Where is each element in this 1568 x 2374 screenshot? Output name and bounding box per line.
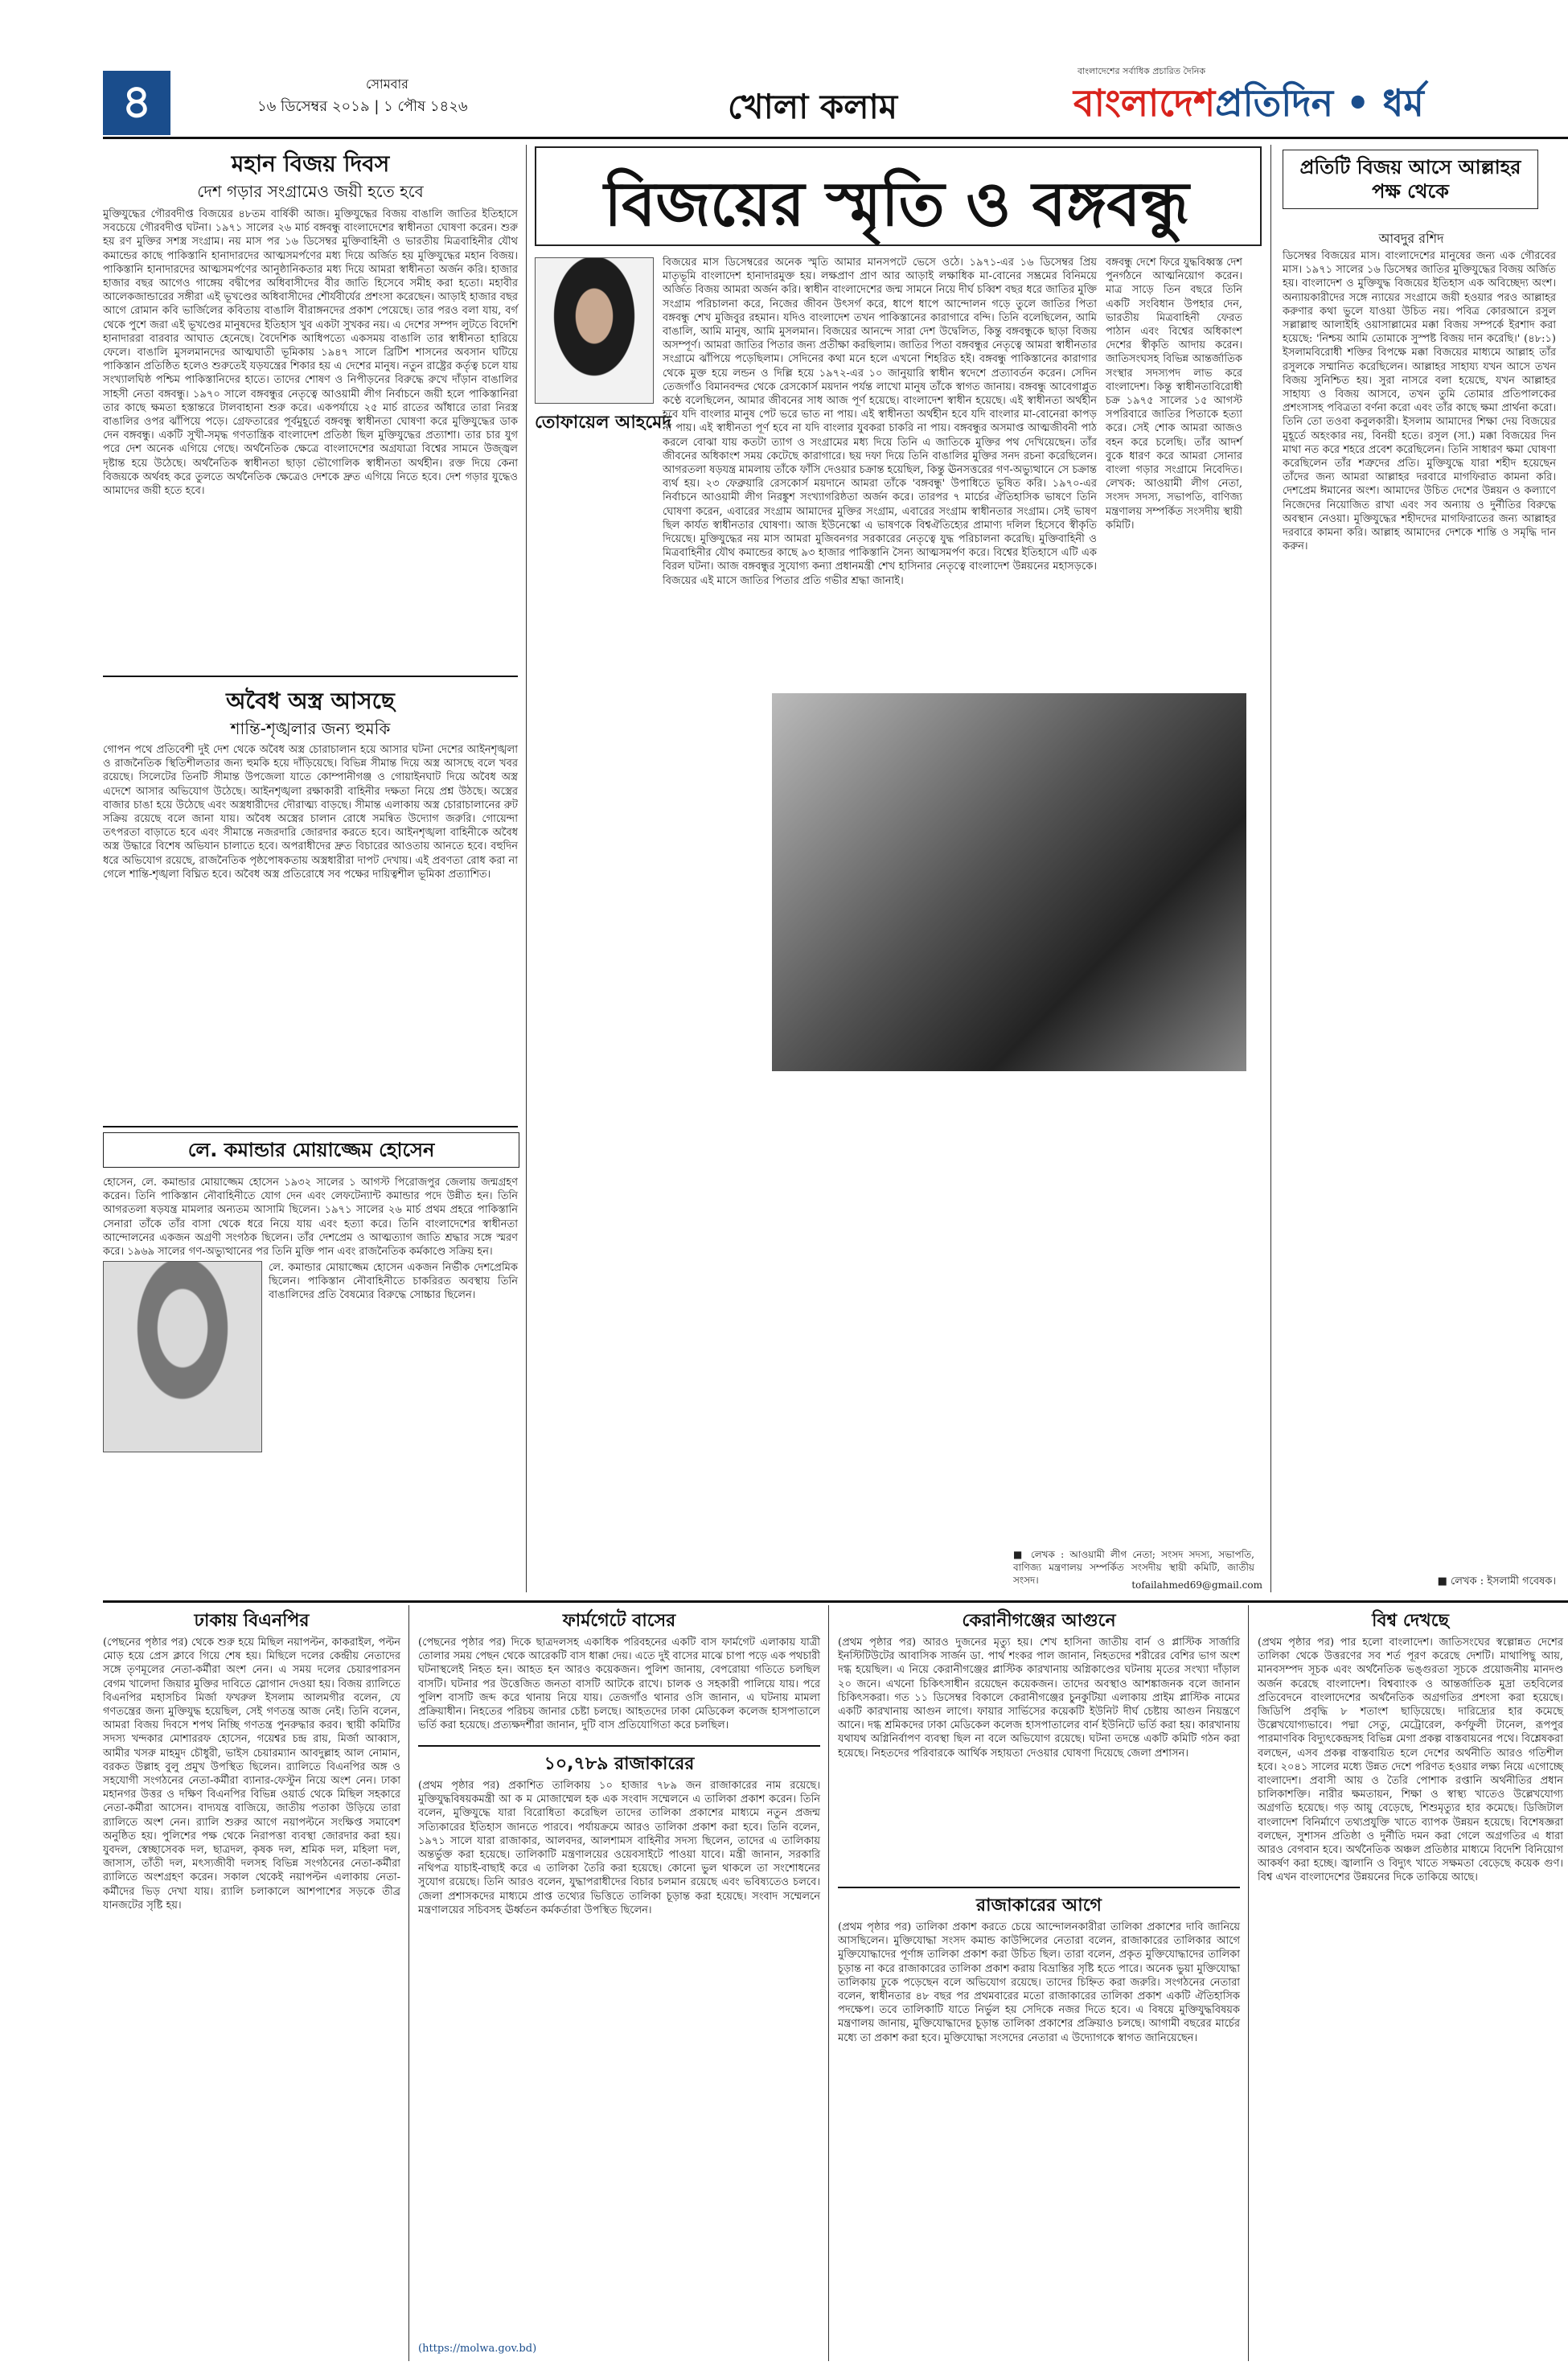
editorial-body-1: মুক্তিযুদ্ধের গৌরবদীপ্ত বিজয়ের ৪৮তম বার্ষিকী আজ। মুক্তিযুদ্ধের বিজয় বাঙালি জাতির ইতিহাসে সবচেয়ে গৌরবদীপ্ত ঘটনা। ১৯৭১ সালের ২৬ মার্চ বঙ্গবন্ধু বাংলাদেশের স্বাধীনতা ঘোষণা করেন। শুরু হয় রণ মুক্তির সশস্ত্র সংগ্রাম। নয় মাস পর ১৬ ডিসেম্বর মুক্তিবাহিনী ও ভারতীয় মিত্রবাহিনীর যৌথ কমান্ডের কাছে পাকিস্তানি হানাদারদের আত্মসমর্পণের মধ্য দিয়ে অর্জিত হয় মুক্তিযুদ্ধের মহান বিজয়। পাকিস্তানি হানাদারদের আত্মসমর্পণের আনুষ্ঠানিকতার মধ্য দিয়ে আমরা স্বাধীনতা অর্জন করি। হাজার হাজার বছর আগেও গাঙ্গেয় বদ্বীপের অধিবাসীদের বীর জাতি হিসেবে সমীহ করা হতো। মহাবীর আলেকজান্ডারের সঙ্গীরা এই ভূখণ্ডের অধিবাসীদের শৌর্যবীর্যের প্রশংসা করেছেন। আড়াই হাজার বছর আগে রোমান কবি ভার্জিলের কবিতায় বাঙালি বীরাঙ্গনদের প্রকাশ পেয়েছে। তার পরও বলা যায়, বর্গ থেকে পুশে জরা এই ভূখণ্ডের মানুষদের ইতিহাস খুব একটা সুখকর নয়। এ দেশের সম্পদ লুটতে বিদেশি হানাদাররা বারবার আঘাত হেনেছে। বৈদেশিক আধিপত্যে একসময় বাঙালি তার স্বাধীনতা হারিয়ে ফেলে। বাঙালি মুসলমানদের আত্মঘাতী ভূমিকায় ১৯৪৭ সালে ব্রিটিশ শাসনের অবসান ঘটিয়ে পাকিস্তান প্রতিষ্ঠিত হলেও শুরুতেই যড়যন্ত্রের শিকার হয় এ দেশের মানুষ। নতুন রাষ্ট্রের কর্তৃত্ব চলে যায় সংখ্যালঘিষ্ঠ পশ্চিম পাকিস্তানিদের হাতে। তাদের শোষণ ও নিপীড়নের বিরুদ্ধে রুখে দাঁড়ান বাঙালির সাহসী নেতা বঙ্গবন্ধু। ১৯৭০ সালে বঙ্গবন্ধুর নেতৃত্বে আওয়ামী লীগ নির্বাচনে জয়ী হলে পাকিস্তানিরা তার কাছে ক্ষমতা হস্তান্তরে টালবাহানা শুরু করে। একপর্যায়ে ২৫ মার্চ রাতের আঁধারে তারা নিরস্ত্র বাঙালির ওপর ঝাঁপিয়ে পড়ে। গ্রেফতারের পূর্বমুহূর্তে বঙ্গবন্ধু স্বাধীনতা ঘোষণা করে মুক্তিযুদ্ধের ডাক দেন বঙ্গবন্ধু। একটি সুখী-সমৃদ্ধ গণতান্ত্রিক বাংলাদেশ প্রতিষ্ঠা ছিল মুক্তিযুদ্ধের প্রত্যাশা। তার চার যুগ পরে দেশ অনেক এগিয়ে গেছে। অর্থনৈতিক ক্ষেত্রে বাংলাদেশের অগ্রযাত্রা বিশ্বের সামনে উজ্জ্বল দৃষ্টান্ত হয়ে উঠেছে। অর্থনৈতিক স্বাধীনতা ছাড়া ভৌগোলিক স্বাধীনতা অর্থহীন। রক্ত দিয়ে কেনা বিজয়কে অর্থবহ করে তুলতে অর্থনৈতিক ক্ষেত্রেও দেশকে দ্রুত এগিয়ে নিতে হবে। দেশ গড়ার যুদ্ধেও আমাদের জয়ী হতে হবে। bbox=[103, 208, 518, 498]
bottom-div-1 bbox=[408, 1605, 409, 2361]
main-article-author-note: ■ লেখক : আওয়ামী লীগ নেতা; সংসদ সদস্য, সভাপতি, বাণিজ্য মন্ত্রণালয় সম্পর্কিত সংসদীয় স্থায়ী কমিটি, জাতীয় সংসদ। bbox=[1013, 1549, 1254, 1586]
bottom-col4-heading: বিশ্ব দেখছে bbox=[1372, 1611, 1449, 1631]
bottom-col2-body: (পেছনের পৃষ্ঠার পর) দিকে ছাত্রদলসহ একাধিক পরিবহনের একটি বাস ফার্মগেট এলাকায় যাত্রী তোলার সময় পেছন থেকে আরেকটি বাস ধাক্কা দেয়। এতে দুই বাসের মাঝে চাপা পড়ে এক পথচারী ঘটনাস্থলেই নিহত হন। আহত হন আরও কয়েকজন। পুলিশ জানায়, বেপরোয়া গতিতে চলছিল বাসটি। ঘটনার পর উত্তেজিত জনতা বাসটি আটকে রাখে। চালক ও সহকারী পালিয়ে যায়। পরে পুলিশ বাসটি জব্দ করে থানায় নিয়ে যায়। তেজগাঁও থানার ওসি জানান, এ ঘটনায় মামলা প্রক্রিয়াধীন। নিহতের পরিচয় জানার চেষ্টা চলছে। আহতদের ঢাকা মেডিকেল কলেজ হাসপাতালে ভর্তি করা হয়েছে। প্রত্যক্ষদর্শীরা জানান, দুটি বাস প্রতিযোগিতা করে চলছিল। bbox=[418, 1637, 820, 1732]
editorial-subheading-2: শান্তি-শৃঙ্খলার জন্য হুমকি bbox=[230, 719, 391, 738]
main-article-photo bbox=[772, 693, 1246, 1071]
main-article-title: বিজয়ের স্মৃতি ও বঙ্গবন্ধু bbox=[604, 168, 1189, 240]
bottom-col2b-heading: ১০,৭৮৯ রাজাকারের bbox=[544, 1754, 695, 1774]
masthead-rule bbox=[103, 137, 1568, 139]
profile-body-cont: লে. কমান্ডার মোয়াজ্জেম হোসেন একজন নির্ভীক দেশপ্রেমিক ছিলেন। পাকিস্তান নৌবাহিনীতে চাকরিরত অবস্থায় তিনি বাঙালিদের প্রতি বৈষম্যের বিরুদ্ধে সোচ্চার ছিলেন। bbox=[269, 1262, 518, 1302]
section-title: খোলা কলাম bbox=[728, 87, 898, 126]
divider-left-main bbox=[526, 145, 527, 1592]
bottom-col2b-body: (প্রথম পৃষ্ঠার পর) প্রকাশিত তালিকায় ১০ হাজার ৭৮৯ জন রাজাকারের নাম রয়েছে। মুক্তিযুদ্ধবিষয়কমন্ত্রী আ ক ম মোজাম্মেল হক এক সংবাদ সম্মেলনে এ তালিকা প্রকাশ করেন। তিনি বলেন, মুক্তিযুদ্ধে যারা বিরোধিতা করেছিল তাদের তালিকা প্রকাশের মাধ্যমে নতুন প্রজন্ম সত্যিকারের ইতিহাস জানতে পারবে। পর্যায়ক্রমে আরও তালিকা প্রকাশ করা হবে। তিনি বলেন, ১৯৭১ সালে যারা রাজাকার, আলবদর, আলশামস বাহিনীর সদস্য ছিলেন, তাদের এ তালিকায় অন্তর্ভুক্ত করা হয়েছে। তালিকাটি মন্ত্রণালয়ের ওয়েবসাইটে পাওয়া যাবে। মন্ত্রী জানান, সরকারি নথিপত্র যাচাই-বাছাই করে এ তালিকা তৈরি করা হয়েছে। কোনো ভুল থাকলে তা সংশোধনের সুযোগ রয়েছে। তিনি আরও বলেন, যুদ্ধাপরাধীদের বিচার চলমান রয়েছে এবং ভবিষ্যতেও চলবে। জেলা প্রশাসকদের মাধ্যমে প্রাপ্ত তথ্যের ভিত্তিতে তালিকা চূড়ান্ত করা হয়েছে। সংবাদ সম্মেলনে মন্ত্রণালয়ের সচিবসহ ঊর্ধ্বতন কর্মকর্তারা উপস্থিত ছিলেন। bbox=[418, 1780, 820, 1916]
paper-tagline: বাংলাদেশের সর্বাধিক প্রচারিত দৈনিক bbox=[1077, 66, 1206, 76]
bottom-col2-heading: ফার্মগেটে বাসের bbox=[562, 1611, 676, 1631]
day-label: সোমবার bbox=[366, 76, 408, 92]
page-topic: ধর্ম bbox=[1382, 81, 1424, 125]
bottom-col1-heading: ঢাকায় বিএনপির bbox=[194, 1611, 310, 1631]
paper-name-2: প্রতিদিন bbox=[1215, 81, 1334, 125]
editorial-body-2: গোপন পথে প্রতিবেশী দুই দেশ থেকে অবৈধ অস্ত্র চোরাচালান হয়ে আসার ঘটনা দেশের আইনশৃঙ্খলা ও রাজনৈতিক স্থিতিশীলতার জন্য হুমকি হয়ে দাঁড়িয়েছে। বিভিন্ন সীমান্ত দিয়ে অস্ত্র আসছে বলে খবর রয়েছে। সিলেটের তিনটি সীমান্ত উপজেলা যাতে কোম্পানীগঞ্জ ও গোয়াইনঘাট দিয়ে অবৈধ অস্ত্র এদেশে আসার অভিযোগ উঠেছে। আইনশৃঙ্খলা রক্ষাকারী বাহিনীর দক্ষতা নিয়ে প্রশ্ন উঠছে। অস্ত্রের বাজার চাঙা হয়ে উঠেছে এবং অস্ত্রধারীদের দৌরাত্ম্য বাড়ছে। সীমান্ত এলাকায় অস্ত্র চোরাচালানের রুট সক্রিয় রয়েছে বলে জানা যায়। অবৈধ অস্ত্রের চালান রোধে সমন্বিত উদ্যোগ জরুরি। গোয়েন্দা তৎপরতা বাড়াতে হবে এবং সীমান্তে নজরদারি জোরদার করতে হবে। আইনশৃঙ্খলা বাহিনীকে অবৈধ অস্ত্র উদ্ধারে বিশেষ অভিযান চালাতে হবে। অপরাধীদের দ্রুত বিচারের আওতায় আনতে হবে। বহুদিন ধরে অভিযোগ রয়েছে, রাজনৈতিক পৃষ্ঠপোষকতায় অস্ত্রধারীরা দাপট দেখায়। এই প্রবণতা রোধ করা না গেলে শান্তি-শৃঙ্খলা বিঘ্নিত হবে। অবৈধ অস্ত্র প্রতিরোধে সব পক্ষের দায়িত্বশীল ভূমিকা প্রত্যাশিত। bbox=[103, 744, 518, 881]
bottom-col3-rule bbox=[838, 1887, 1240, 1888]
bottom-col3-body: (প্রথম পৃষ্ঠার পর) আরও দুজনের মৃত্যু হয়। শেখ হাসিনা জাতীয় বার্ন ও প্লাস্টিক সার্জারি ইনস্টিটিউটের আবাসিক সার্জন ডা. পার্থ শংকর পাল জানান, নিহতদের শরীরের বেশির ভাগ অংশ দগ্ধ হয়েছিল। এ নিয়ে কেরানীগঞ্জের প্লাস্টিক কারখানায় অগ্নিকাণ্ডের ঘটনায় মৃতের সংখ্যা দাঁড়াল ২০ জনে। এখনো চিকিৎসাধীন রয়েছেন কয়েকজন। তাদের অবস্থাও আশঙ্কাজনক বলে জানান চিকিৎসকরা। গত ১১ ডিসেম্বর বিকালে কেরানীগঞ্জের চুনকুটিয়া এলাকায় প্রাইম প্লাস্টিক নামের একটি কারখানায় আগুন লাগে। ফায়ার সার্ভিসের কয়েকটি ইউনিট দীর্ঘ চেষ্টায় আগুন নিয়ন্ত্রণে আনে। দগ্ধ শ্রমিকদের ঢাকা মেডিকেল কলেজ হাসপাতালের বার্ন ইউনিটে ভর্তি করা হয়। কারখানায় যথাযথ অগ্নিনির্বাপণ ব্যবস্থা ছিল না বলে অভিযোগ রয়েছে। ঘটনা তদন্তে একটি কমিটি গঠন করা হয়েছে। নিহতদের পরিবারকে আর্থিক সহায়তা দেওয়ার ঘোষণা দিয়েছে জেলা প্রশাসন। bbox=[838, 1637, 1240, 1760]
main-article-email: tofailahmed69@gmail.com bbox=[1131, 1579, 1262, 1591]
religion-heading: প্রতিটি বিজয় আসে আল্লাহর পক্ষ থেকে bbox=[1283, 150, 1538, 209]
bottom-rule bbox=[103, 1600, 1568, 1603]
left-rule-1 bbox=[103, 676, 518, 677]
main-article-body: বিজয়ের মাস ডিসেম্বরের অনেক স্মৃতি আমার মানসপটে ভেসে ওঠে। ১৯৭১-এর ১৬ ডিসেম্বর প্রিয় মাতৃভূমি বাংলাদেশ হানাদারমুক্ত হয়। লক্ষপ্রাণ প্রাণ আর আড়াই লক্ষাধিক মা-বোনের সম্ভ্রমের বিনিময়ে অর্জিত বিজয় আমরা অর্জন করি। স্বাধীন বাংলাদেশের জন্ম সামনে নিয়ে দীর্ঘ চব্বিশ বছর ধরে জাতির মুক্তি সংগ্রাম পরিচালনা করে, নিজের জীবন উৎসর্গ করে, ধাপে ধাপে আন্দোলন গড়ে তুলে জাতির পিতা বঙ্গবন্ধু শেখ মুজিবুর রহমান। যদিও বাংলাদেশ তখন পাকিস্তানের কারাগারে বন্দি। তিনি বলেছিলেন, আমি বাঙালি, আমি মানুষ, আমি মুসলমান। বিজয়ের আনন্দে সারা দেশ উদ্বেলিত, কিন্তু বঙ্গবন্ধুকে ছাড়া বিজয় অসম্পূর্ণ। আমরা জাতির পিতার জন্য প্রতীক্ষা করছিলাম। জাতির পিতা বঙ্গবন্ধুর নেতৃত্বে আমরা স্বাধীনতার সংগ্রামে ঝাঁপিয়ে পড়েছিলাম। সেদিনের কথা মনে হলে এখনো শিহরিত হই। বঙ্গবন্ধু পাকিস্তানের কারাগার থেকে মুক্ত হয়ে লন্ডন ও দিল্লি হয়ে ১৯৭২-এর ১০ জানুয়ারি স্বাধীন স্বদেশে প্রত্যাবর্তন করেন। সেদিন তেজগাঁও বিমানবন্দর থেকে রেসকোর্স ময়দান পর্যন্ত লাখো মানুষ তাঁকে স্বাগত জানায়। বঙ্গবন্ধু আবেগাপ্লুত কণ্ঠে বলেছিলেন, আমার জীবনের সাধ আজ পূর্ণ হয়েছে। বাংলাদেশ স্বাধীন হয়েছে। এই স্বাধীনতা অর্থহীন হবে যদি বাংলার মানুষ পেট ভরে ভাত না পায়। এই স্বাধীনতা অর্থহীন হবে যদি বাংলার মা-বোনেরা কাপড় না পায়। এই স্বাধীনতা পূর্ণ হবে না যদি বাংলার যুবকরা চাকরি না পায়। বঙ্গবন্ধুর অসমাপ্ত আত্মজীবনী পাঠ করলে বোঝা যায় কতটা ত্যাগ ও সংগ্রামের মধ্য দিয়ে তিনি এ জাতিকে মুক্তির পথ দেখিয়েছেন। তাঁর জীবনের অধিকাংশ সময় কেটেছে কারাগারে। ছয় দফা দিয়ে তিনি বাঙালির মুক্তির সনদ রচনা করেছিলেন। আগরতলা ষড়যন্ত্র মামলায় তাঁকে ফাঁসি দেওয়ার চক্রান্ত হয়েছিল, কিন্তু ঊনসত্তরের গণ-অভ্যুত্থানে সে চক্রান্ত ব্যর্থ হয়। ২৩ ফেব্রুয়ারি রেসকোর্স ময়দানে আমরা তাঁকে 'বঙ্গবন্ধু' উপাধিতে ভূষিত করি। ১৯৭০-এর নির্বাচনে আওয়ামী লীগ নিরঙ্কুশ সংখ্যাগরিষ্ঠতা অর্জন করে। তারপর ৭ মার্চের ঐতিহাসিক ভাষণে তিনি ঘোষণা করেন, এবারের সংগ্রাম আমাদের মুক্তির সংগ্রাম, এবারের সংগ্রাম স্বাধীনতার সংগ্রাম। সেই ভাষণ ছিল কার্যত স্বাধীনতার ঘোষণা। আজ ইউনেস্কো এ ভাষণকে বিশ্বঐতিহ্যের প্রামাণ্য দলিল হিসেবে স্বীকৃতি দিয়েছে। মুক্তিযুদ্ধের নয় মাস আমরা মুজিবনগর সরকারের নেতৃত্বে যুদ্ধ পরিচালনা করেছি। মুক্তিবাহিনী ও মিত্রবাহিনীর যৌথ কমান্ডের কাছে ৯৩ হাজার পাকিস্তানি সৈন্য আত্মসমর্পণ করে। বিশ্বের ইতিহাসে এটি এক বিরল ঘটনা। আজ বঙ্গবন্ধুর সুযোগ্য কন্যা প্রধানমন্ত্রী শেখ হাসিনার নেতৃত্বে বাংলাদেশ উন্নয়নের মহাসড়কে। বিজয়ের এই মাসে জাতির পিতার প্রতি গভীর শ্রদ্ধা জানাই। bbox=[663, 257, 1097, 587]
editorial-heading-2: অবৈধ অস্ত্র আসছে bbox=[226, 688, 395, 714]
divider-main-right bbox=[1270, 145, 1271, 1592]
left-rule-2 bbox=[103, 1126, 518, 1127]
bottom-div-2 bbox=[828, 1605, 829, 2361]
bottom-div-3 bbox=[1248, 1605, 1249, 2361]
page-number: ৪ bbox=[121, 74, 152, 129]
profile-portrait bbox=[103, 1261, 262, 1452]
paper-name-1: বাংলাদেশ bbox=[1073, 81, 1216, 125]
date-line: ১৬ ডিসেম্বর ২০১৯ | ১ পৌষ ১৪২৬ bbox=[257, 98, 468, 115]
profile-body: হোসেন, লে. কমান্ডার মোয়াজ্জেম হোসেন ১৯৩২ সালের ১ আগস্ট পিরোজপুর জেলায় জন্মগ্রহণ করেন। তিনি পাকিস্তান নৌবাহিনীতে যোগ দেন এবং লেফটেন্যান্ট কমান্ডার পদে উন্নীত হন। তিনি আগরতলা ষড়যন্ত্র মামলার অন্যতম আসামি ছিলেন। ১৯৭১ সালের ২৬ মার্চ প্রথম প্রহরে পাকিস্তানি সেনারা তাঁকে তাঁর বাসা থেকে ধরে নিয়ে যায় এবং হত্যা করে। তিনি বাংলাদেশের স্বাধীনতা আন্দোলনের একজন অগ্রণী সংগঠক ছিলেন। তাঁর দেশপ্রেম ও আত্মত্যাগ জাতি শ্রদ্ধার সঙ্গে স্মরণ করে। ১৯৬৯ সালের গণ-অভ্যুত্থানের পর তিনি মুক্তি পান এবং রাজনৈতিক কর্মকাণ্ডে সক্রিয় হন। bbox=[103, 1177, 518, 1259]
bottom-col4-body: (প্রথম পৃষ্ঠার পর) পার হলো বাংলাদেশ। জাতিসংঘের স্বল্পোন্নত দেশের তালিকা থেকে উত্তরণের সব শর্ত পূরণ করেছে দেশটি। মাথাপিছু আয়, মানবসম্পদ সূচক এবং অর্থনৈতিক ভঙ্গুরতা সূচকে প্রয়োজনীয় মানদণ্ড অর্জন করেছে বাংলাদেশ। বিশ্বব্যাংক ও আন্তর্জাতিক মুদ্রা তহবিলের প্রতিবেদনে বাংলাদেশের অর্থনৈতিক অগ্রগতির প্রশংসা করা হয়েছে। জিডিপি প্রবৃদ্ধি ৮ শতাংশ ছাড়িয়েছে। দারিদ্র্যের হার কমেছে উল্লেখযোগ্যভাবে। পদ্মা সেতু, মেট্রোরেল, কর্ণফুলী টানেল, রূপপুর পারমাণবিক বিদ্যুৎকেন্দ্রসহ বিভিন্ন মেগা প্রকল্প বাস্তবায়নের পথে। বিশ্লেষকরা বলছেন, এসব প্রকল্প বাস্তবায়িত হলে দেশের অর্থনীতি আরও গতিশীল হবে। ২০৪১ সালের মধ্যে উন্নত দেশে পরিণত হওয়ার লক্ষ্য নিয়ে এগোচ্ছে বাংলাদেশ। প্রবাসী আয় ও তৈরি পোশাক রপ্তানি অর্থনীতির প্রধান চালিকাশক্তি। নারীর ক্ষমতায়ন, শিক্ষা ও স্বাস্থ্য খাতেও উল্লেখযোগ্য অগ্রগতি হয়েছে। গড় আয়ু বেড়েছে, শিশুমৃত্যুর হার কমেছে। ডিজিটাল বাংলাদেশ বিনির্মাণে তথ্যপ্রযুক্তি খাতে ব্যাপক উন্নয়ন হয়েছে। বিশেষজ্ঞরা বলছেন, সুশাসন প্রতিষ্ঠা ও দুর্নীতি দমন করা গেলে অগ্রগতির এ ধারা আরও বেগবান হবে। অর্থনৈতিক অঞ্চল প্রতিষ্ঠার মাধ্যমে বিদেশি বিনিয়োগ আকর্ষণ করা হচ্ছে। জ্বালানি ও বিদ্যুৎ খাতে সক্ষমতা বেড়েছে কয়েক গুণ। বিশ্ব এখন বাংলাদেশের উন্নয়নের দিকে তাকিয়ে আছে। bbox=[1258, 1637, 1563, 1884]
bottom-col2b-url[interactable]: (https://molwa.gov.bd) bbox=[418, 2343, 537, 2355]
bottom-col3b-heading: রাজাকারের আগে bbox=[976, 1896, 1102, 1916]
paper-logo bbox=[1073, 76, 1424, 137]
bottom-col2-rule bbox=[418, 1745, 820, 1747]
religion-body: ডিসেম্বর বিজয়ের মাস। বাংলাদেশের মানুষের জন্য এক গৌরবের মাস। ১৯৭১ সালের ১৬ ডিসেম্বর জাতির মুক্তিযুদ্ধের বিজয় অর্জিত হয়। বাংলাদেশ ও মুক্তিযুদ্ধ বিজয়ের ইতিহাস এক অবিচ্ছেদ্য অংশ। অন্যায়কারীদের সঙ্গে ন্যায়ের সংগ্রামে জয়ী হওয়ার পরও আল্লাহর করুণার কথা ভুলে যাওয়া উচিত নয়। পবিত্র কোরআনে রসুল সল্লাল্লাহু আলাইহি ওয়াসাল্লামের মক্কা বিজয় সম্পর্কে ইরশাদ করা হয়েছে: 'নিশ্চয় আমি তোমাকে সুস্পষ্ট বিজয় দান করেছি।' (৪৮:১) ইসলামবিরোধী শক্তির বিপক্ষে মক্কা বিজয়ের মাধ্যমে আল্লাহ তাঁর রসুলকে সম্মানিত করেছিলেন। আল্লাহর সাহায্য যখন আসে তখন বিজয় সুনিশ্চিত হয়। সুরা নাসরে বলা হয়েছে, যখন আল্লাহর সাহায্য ও বিজয় আসবে, তখন তুমি তোমার প্রতিপালকের প্রশংসাসহ পবিত্রতা বর্ণনা করো এবং তাঁর কাছে ক্ষমা প্রার্থনা করো। তিনি তো তওবা কবুলকারী। ইসলাম আমাদের শিক্ষা দেয় বিজয়ের মুহূর্তে অহংকার নয়, বিনয়ী হতে। রসুল (সা.) মক্কা বিজয়ের দিন মাথা নত করে শহরে প্রবেশ করেছিলেন। তিনি সাধারণ ক্ষমা ঘোষণা করেছিলেন তাঁর শত্রুদের প্রতি। মুক্তিযুদ্ধে যারা শহীদ হয়েছেন তাঁদের জন্য আমরা আল্লাহর দরবারে মাগফিরাত কামনা করি। দেশপ্রেম ঈমানের অংশ। আমাদের উচিত দেশের উন্নয়ন ও কল্যাণে নিজেদের নিয়োজিত রাখা এবং সব অন্যায় ও দুর্নীতির বিরুদ্ধে অবস্থান নেওয়া। মুক্তিযুদ্ধের শহীদদের মাগফিরাতের জন্য আল্লাহর দরবারে কামনা করি। আল্লাহ আমাদের দেশকে শান্তি ও সমৃদ্ধি দান করুন। bbox=[1283, 250, 1556, 553]
bottom-col1-body: (পেছনের পৃষ্ঠার পর) থেকে শুরু হয়ে মিছিল নয়াপল্টন, কাকরাইল, পল্টন মোড় হয়ে প্রেস ক্লাবে গিয়ে শেষ হয়। মিছিলে দলের কেন্দ্রীয় নেতাদের সঙ্গে তৃণমূলের নেতা-কর্মীরা অংশ নেন। এ সময় দলের চেয়ারপারসন বেগম খালেদা জিয়ার মুক্তির দাবিতে স্লোগান দেওয়া হয়। বিজয় র‍্যালিতে বিএনপির মহাসচিব মির্জা ফখরুল ইসলাম আলমগীর বলেন, যে গণতন্ত্রের জন্য মুক্তিযুদ্ধ হয়েছিল, সেই গণতন্ত্র আজ নেই। তিনি বলেন, আমরা বিজয় দিবসে শপথ নিচ্ছি গণতন্ত্র পুনরুদ্ধার করব। স্থায়ী কমিটির সদস্য খন্দকার মোশাররফ হোসেন, গয়েশ্বর চন্দ্র রায়, মির্জা আব্বাস, আমীর খসরু মাহমুদ চৌধুরী, ভাইস চেয়ারম্যান আবদুল্লাহ আল নোমান, বরকত উল্লাহ বুলু প্রমুখ উপস্থিত ছিলেন। র‍্যালিতে বিএনপির অঙ্গ ও সহযোগী সংগঠনের নেতা-কর্মীরা ব্যানার-ফেস্টুন নিয়ে অংশ নেন। ঢাকা মহানগর উত্তর ও দক্ষিণ বিএনপির বিভিন্ন ওয়ার্ড থেকে মিছিল সহকারে নেতা-কর্মীরা আসেন। বাদ্যযন্ত্র বাজিয়ে, জাতীয় পতাকা উড়িয়ে তারা র‍্যালিতে অংশ নেন। র‍্যালি শুরুর আগে নয়াপল্টনে সংক্ষিপ্ত সমাবেশ অনুষ্ঠিত হয়। পুলিশের পক্ষ থেকে নিরাপত্তা ব্যবস্থা জোরদার করা হয়। যুবদল, স্বেচ্ছাসেবক দল, ছাত্রদল, কৃষক দল, শ্রমিক দল, মহিলা দল, জাসাস, তাঁতী দল, মৎস্যজীবী দলসহ বিভিন্ন সংগঠনের নেতা-কর্মীরা র‍্যালিতে অংশগ্রহণ করেন। সকাল থেকেই নয়াপল্টন এলাকায় নেতা-কর্মীদের ভিড় দেখা যায়। র‍্যালি চলাকালে আশপাশের সড়কে তীব্র যানজটের সৃষ্টি হয়। bbox=[103, 1637, 400, 1912]
logo-bullet: • bbox=[1346, 81, 1370, 125]
bottom-col3b-body: (প্রথম পৃষ্ঠার পর) তালিকা প্রকাশ করতে চেয়ে আন্দোলনকারীরা তালিকা প্রকাশের দাবি জানিয়ে আসছিলেন। মুক্তিযোদ্ধা সংসদ কমান্ড কাউন্সিলের নেতারা বলেন, রাজাকারের তালিকার আগে মুক্তিযোদ্ধাদের পূর্ণাঙ্গ তালিকা প্রকাশ করা উচিত ছিল। তারা বলেন, প্রকৃত মুক্তিযোদ্ধাদের তালিকা চূড়ান্ত না করে রাজাকারের তালিকা প্রকাশ করায় বিভ্রান্তির সৃষ্টি হতে পারে। অনেক ভুয়া মুক্তিযোদ্ধা তালিকায় ঢুকে পড়েছেন বলে অভিযোগ রয়েছে। তাদের চিহ্নিত করা জরুরি। সংগঠনের নেতারা বলেন, স্বাধীনতার ৪৮ বছর পর প্রথমবারের মতো রাজাকারের তালিকা প্রকাশ একটি ঐতিহাসিক পদক্ষেপ। তবে তালিকাটি যাতে নির্ভুল হয় সেদিকে নজর দিতে হবে। এ বিষয়ে মুক্তিযুদ্ধবিষয়ক মন্ত্রণালয় জানায়, মুক্তিযোদ্ধাদের চূড়ান্ত তালিকা প্রকাশের প্রক্রিয়াও চলছে। আগামী বছরের মার্চের মধ্যে তা প্রকাশ করা হবে। মুক্তিযোদ্ধা সংসদের নেতারা এ উদ্যোগকে স্বাগত জানিয়েছেন। bbox=[838, 1921, 1240, 2044]
page-number-box bbox=[103, 71, 170, 135]
editorial-subheading-1: দেশ গড়ার সংগ্রামেও জয়ী হতে হবে bbox=[197, 182, 424, 201]
religion-author: আবদুর রশিদ bbox=[1378, 231, 1444, 246]
main-article-author: তোফায়েল আহমেদ bbox=[535, 413, 671, 433]
bottom-col3-heading: কেরানীগঞ্জের আগুনে bbox=[962, 1611, 1116, 1631]
profile-heading: লে. কমান্ডার মোয়াজ্জেম হোসেন bbox=[103, 1132, 519, 1168]
editorial-heading-1: মহান বিজয় দিবস bbox=[231, 150, 390, 177]
author-portrait bbox=[535, 257, 654, 404]
religion-author-note: ■ লেখক : ইসলামী গবেষক। bbox=[1437, 1575, 1556, 1587]
main-article-body-b: বঙ্গবন্ধু দেশে ফিরে যুদ্ধবিধ্বস্ত দেশ পুনর্গঠনে আত্মনিয়োগ করেন। মাত্র সাড়ে তিন বছরে তিনি একটি সংবিধান উপহার দেন, ভারতীয় মিত্রবাহিনী ফেরত পাঠান এবং বিশ্বের অধিকাংশ দেশের স্বীকৃতি আদায় করেন। জাতিসংঘসহ বিভিন্ন আন্তর্জাতিক সংস্থার সদস্যপদ লাভ করে বাংলাদেশ। কিন্তু স্বাধীনতাবিরোধী চক্র ১৯৭৫ সালের ১৫ আগস্ট সপরিবারে জাতির পিতাকে হত্যা করে। সেই শোক আমরা আজও বহন করে চলেছি। তাঁর আদর্শ বুকে ধারণ করে আমরা সোনার বাংলা গড়ার সংগ্রামে নিবেদিত। লেখক: আওয়ামী লীগ নেতা, সংসদ সদস্য, সভাপতি, বাণিজ্য মন্ত্রণালয় সম্পর্কিত সংসদীয় স্থায়ী কমিটি। bbox=[1106, 257, 1242, 532]
